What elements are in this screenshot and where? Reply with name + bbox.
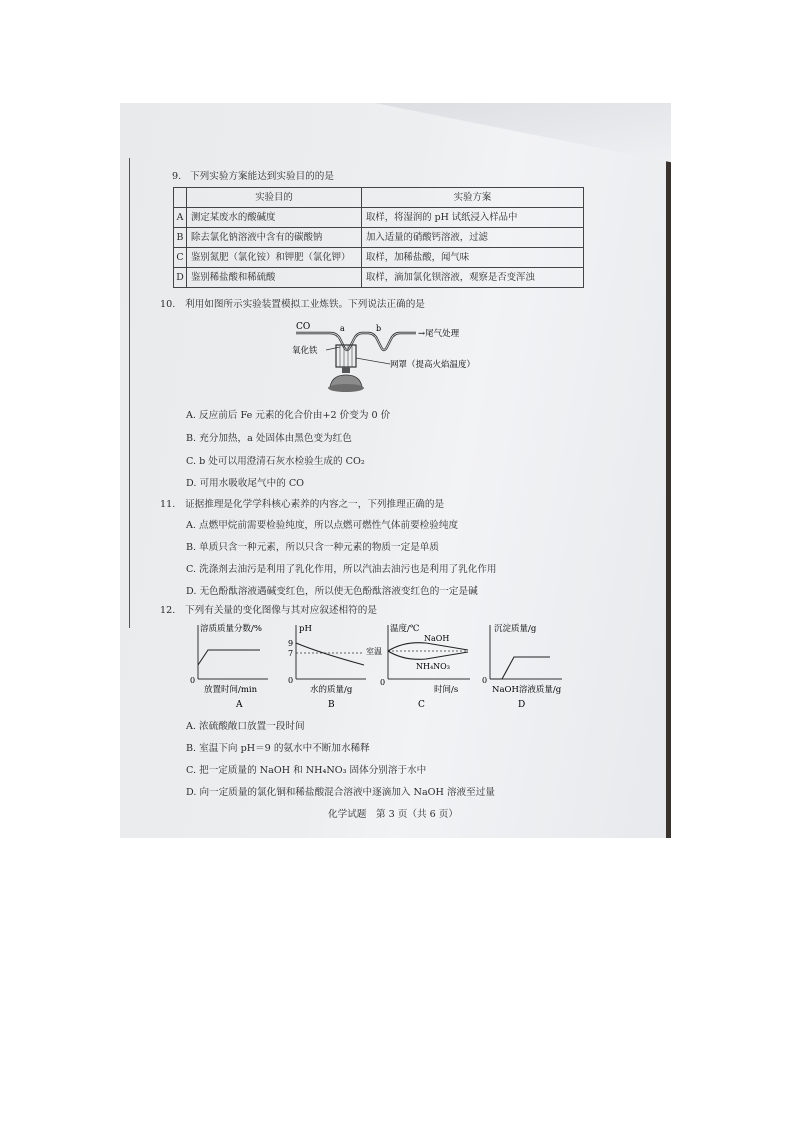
option-c: C. b 处可以用澄清石灰水检验生成的 CO₂: [186, 456, 365, 467]
row-plan: 取样，将湿润的 pH 试纸浸入样品中: [362, 208, 584, 228]
graph-caption: B: [328, 700, 335, 710]
curve: [198, 650, 260, 665]
question-12: [160, 604, 377, 617]
origin-label: 0: [482, 676, 488, 685]
option-b: B. 充分加热，a 处固体由黑色变为红色: [186, 433, 352, 444]
option-b: B. 单质只含一种元素，所以只含一种元素的物质一定是单质: [186, 542, 439, 553]
option-a: A. 浓硫酸敞口放置一段时间: [186, 721, 305, 732]
option-d: D. 无色酚酞溶液遇碱变红色，所以使无色酚酞溶液变红色的一定是碱: [186, 586, 478, 597]
graph-caption: D: [518, 700, 526, 710]
question-9: [172, 170, 334, 183]
row-key: B: [174, 228, 187, 248]
nh4no3-label: NH₄NO₃: [416, 662, 450, 671]
curve: [490, 657, 550, 679]
y-axis-label: 沉淀质量/g: [494, 624, 537, 634]
x-axis-label: NaOH溶液质量/g: [492, 685, 562, 695]
x-axis-label: 放置时间/min: [204, 685, 258, 695]
x-axis-label: 水的质量/g: [310, 685, 353, 695]
table-row: [174, 248, 584, 268]
question-stem: 证据推理是化学学科核心素养的内容之一，下列推理正确的是: [185, 499, 445, 510]
option-c: C. 把一定质量的 NaOH 和 NH₄NO₃ 固体分别溶于水中: [186, 765, 427, 776]
naoh-curve: [388, 643, 468, 651]
experiment-table: [173, 187, 584, 288]
column-header-plan: 实验方案: [362, 188, 584, 208]
option-c: C. 洗涤剂去油污是利用了乳化作用，所以汽油去油污也是利用了乳化作用: [186, 564, 497, 575]
row-key: D: [174, 268, 187, 288]
row-goal: 除去氯化钠溶液中含有的碳酸钠: [187, 228, 362, 248]
graph-caption: A: [236, 700, 243, 710]
question-10: [160, 298, 425, 311]
co-label: CO: [296, 322, 311, 332]
table-header-row: [174, 188, 584, 208]
graph-d: [478, 619, 598, 714]
question-stem: 利用如图所示实验装置模拟工业炼铁。下列说法正确的是: [185, 299, 425, 310]
option-d: D. 可用水吸收尾气中的 CO: [186, 478, 305, 489]
row-goal: 鉴别稀盐酸和稀硫酸: [187, 268, 362, 288]
apparatus-figure: [290, 317, 490, 407]
row-key: A: [174, 208, 187, 228]
graph-a: [186, 619, 296, 714]
nh4no3-curve: [388, 651, 468, 659]
origin-label: 0: [288, 676, 294, 685]
table-row: [174, 228, 584, 248]
table-corner: [174, 188, 187, 208]
column-header-goal: 实验目的: [187, 188, 362, 208]
exhaust-label: →尾气处理: [418, 329, 460, 339]
point-a-label: a: [340, 324, 345, 333]
flame-icon: [342, 367, 350, 373]
option-a: A. 反应前后 Fe 元素的化合价由+2 价变为 0 价: [186, 410, 391, 421]
tick-7: 7: [288, 649, 294, 658]
x-axis-label: 时间/s: [434, 685, 459, 695]
tick-9: 9: [288, 639, 294, 648]
origin-label: 0: [380, 678, 386, 687]
table-row: [174, 208, 584, 228]
page-footer: 化学试题 第 3 页（共 6 页）: [328, 809, 458, 820]
naoh-label: NaOH: [424, 634, 450, 643]
row-goal: 鉴别氮肥（氯化铵）和钾肥（氯化钾）: [187, 248, 362, 268]
graph-caption: C: [418, 700, 425, 710]
graph-c: [364, 619, 484, 714]
lamp-base: [328, 384, 364, 392]
option-a: A. 点燃甲烷前需要检验纯度，所以点燃可燃性气体前要检验纯度: [186, 520, 459, 531]
question-11: [160, 498, 444, 511]
iron-oxide-label: 氧化铁: [292, 346, 318, 356]
question-stem: 下列实验方案能达到实验目的的是: [190, 171, 334, 182]
table-row: [174, 268, 584, 288]
question-number: 12.: [160, 605, 176, 616]
option-b: B. 室温下向 pH＝9 的氨水中不断加水稀释: [186, 743, 370, 754]
exam-photo: [120, 103, 671, 838]
row-plan: 加入适量的硝酸钙溶液，过滤: [362, 228, 584, 248]
question-stem: 下列有关量的变化图像与其对应叙述相符的是: [185, 605, 377, 616]
y-axis-label: 溶质质量分数/%: [200, 624, 262, 634]
exam-content: [120, 103, 666, 838]
row-plan: 取样，加稀盐酸，闻气味: [362, 248, 584, 268]
net-pointer: [356, 358, 390, 364]
room-temp-label: 室温: [366, 647, 382, 656]
iron-oxide-pointer: [326, 347, 340, 350]
y-axis-label: 温度/℃: [390, 624, 420, 634]
row-key: C: [174, 248, 187, 268]
question-number: 9.: [172, 171, 182, 182]
option-d: D. 向一定质量的氯化铜和稀盐酸混合溶液中逐滴加入 NaOH 溶液至过量: [186, 787, 495, 798]
origin-label: 0: [190, 676, 196, 685]
question-number: 10.: [160, 299, 176, 310]
curve: [296, 643, 364, 665]
y-axis-label: pH: [299, 624, 312, 634]
row-goal: 测定某废水的酸碱度: [187, 208, 362, 228]
net-label: 网罩（提高火焰温度）: [390, 360, 476, 370]
point-b-label: b: [376, 324, 382, 333]
row-plan: 取样，滴加氯化钡溶液，观察是否变浑浊: [362, 268, 584, 288]
question-number: 11.: [160, 499, 176, 510]
